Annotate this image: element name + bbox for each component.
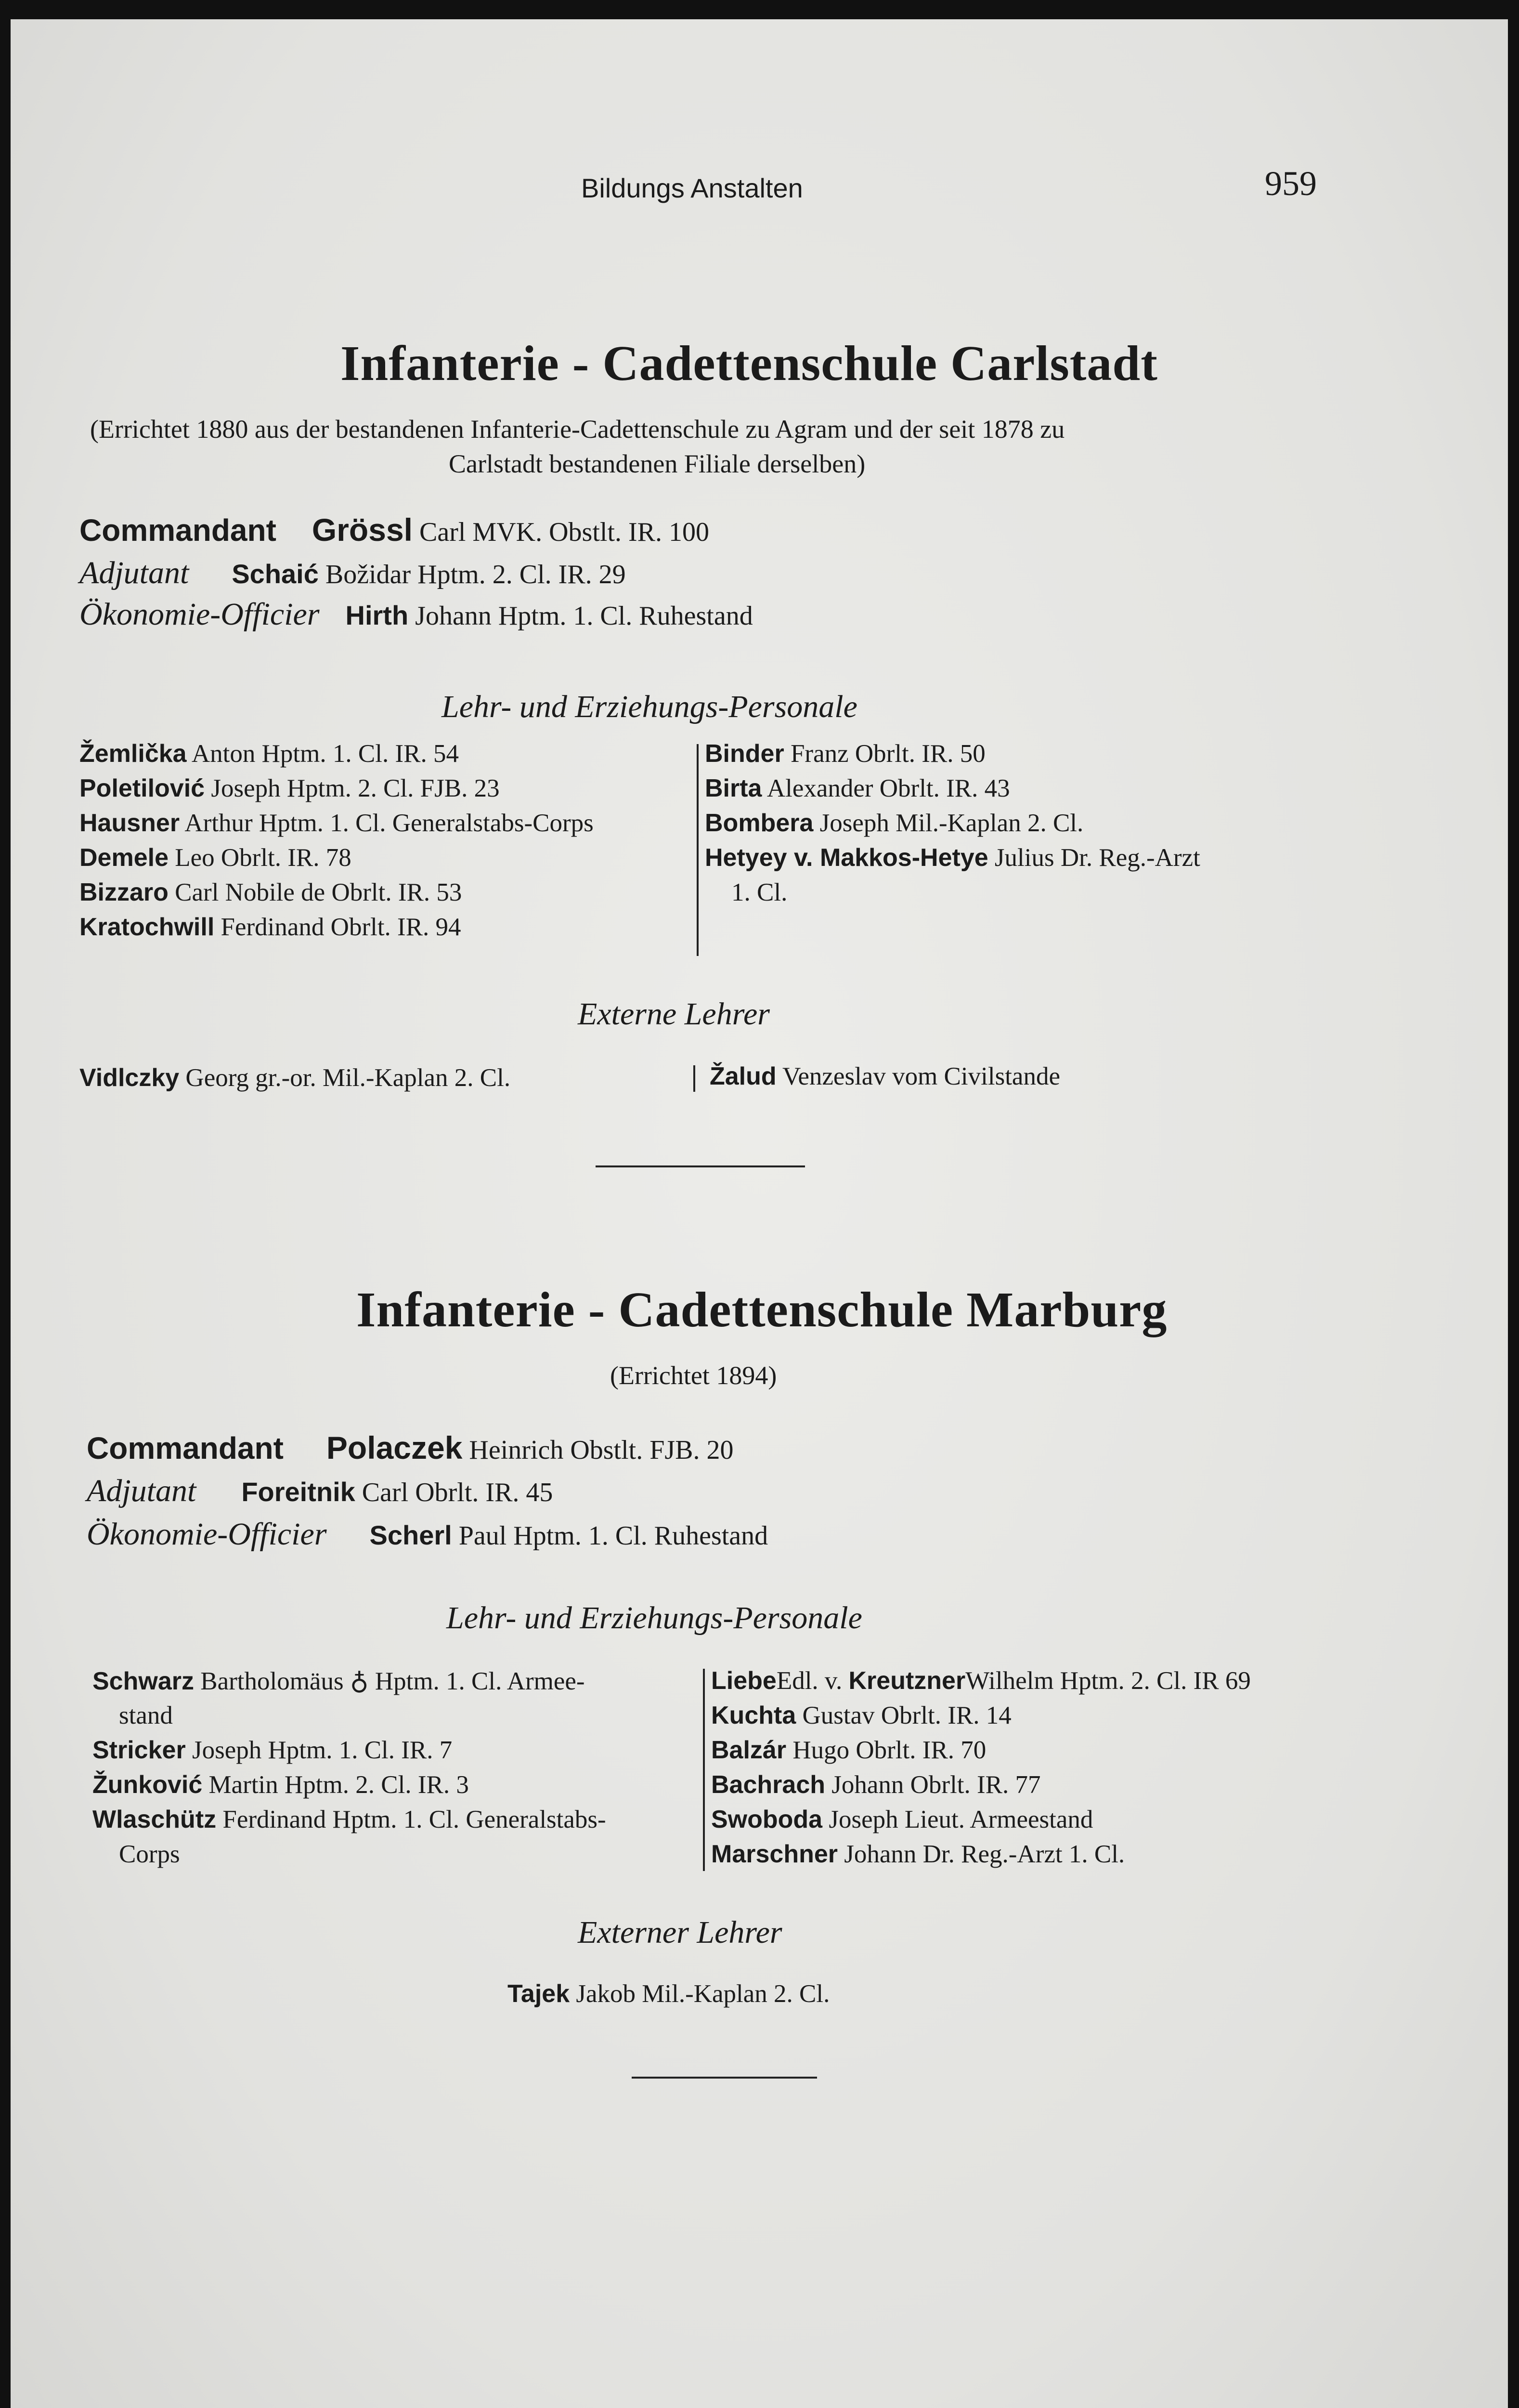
list-item: LiebeEdl. v. KreutznerWilhelm Hptm. 2. Cl. IR 69 (711, 1667, 1251, 1695)
role-label: Ökonomie-Officier (87, 1517, 327, 1552)
person-detail: Carl Obrlt. IR. 45 (362, 1478, 553, 1507)
list-item: Stricker Joseph Hptm. 1. Cl. IR. 7 (92, 1736, 453, 1764)
list-item: Žemlička Anton Hptm. 1. Cl. IR. 54 (79, 740, 459, 768)
list-item: Balzár Hugo Obrlt. IR. 70 (711, 1736, 987, 1764)
commandant-row (79, 511, 709, 548)
list-item: Poletilović Joseph Hptm. 2. Cl. FJB. 23 (79, 774, 500, 802)
person-name: Scherl (369, 1520, 452, 1550)
person-detail: Božidar Hptm. 2. Cl. IR. 29 (325, 560, 626, 589)
founding-note-line2: Carlstadt bestandenen Filiale derselben) (449, 449, 866, 478)
list-item: Birta Alexander Obrlt. IR. 43 (705, 774, 1010, 802)
list-item: Žunković Martin Hptm. 2. Cl. IR. 3 (92, 1771, 469, 1799)
list-item: Swoboda Joseph Lieut. Armeestand (711, 1806, 1093, 1833)
list-item: Corps (119, 1840, 180, 1868)
staff-list-right (711, 1666, 1251, 1874)
role-label: Ökonomie-Officier (79, 597, 320, 632)
role-label: Commandant (79, 513, 276, 548)
officer-row (87, 1516, 768, 1553)
list-item: Marschner Johann Dr. Reg.-Arzt 1. Cl. (711, 1840, 1125, 1868)
section-divider (632, 2077, 817, 2079)
external-heading: Externer Lehrer (578, 1915, 782, 1950)
staff-list-left (79, 739, 594, 947)
staff-list-left (92, 1666, 606, 1874)
list-item: stand (119, 1701, 173, 1729)
external-teacher-left: Vidlczky Georg gr.-or. Mil.-Kaplan 2. Cl. (79, 1064, 511, 1092)
list-item: Bizzaro Carl Nobile de Obrlt. IR. 53 (79, 878, 462, 906)
person-detail: Heinrich Obstlt. FJB. 20 (469, 1435, 734, 1465)
staff-heading: Lehr- und Erziehungs-Personale (441, 689, 857, 724)
external-teacher: Tajek Jakob Mil.-Kaplan 2. Cl. (507, 1980, 830, 2008)
section-divider (596, 1165, 805, 1167)
list-item: 1. Cl. (731, 878, 788, 906)
book-page (11, 19, 1508, 2408)
person-name: Polaczek (326, 1430, 463, 1466)
person-detail: Johann Hptm. 1. Cl. Ruhestand (415, 601, 753, 631)
external-teacher-right: Žalud Venzeslav vom Civilstande (710, 1062, 1060, 1090)
external-heading: Externe Lehrer (578, 996, 770, 1032)
staff-list-right (705, 739, 1200, 913)
list-item: Hausner Arthur Hptm. 1. Cl. Generalstabs-Corps (79, 809, 594, 837)
adjutant-row (87, 1473, 553, 1509)
role-label: Adjutant (87, 1473, 196, 1508)
list-item: Bachrach Johann Obrlt. IR. 77 (711, 1771, 1041, 1799)
officer-row (79, 596, 753, 633)
founding-note: (Errichtet 1894) (610, 1361, 777, 1390)
list-item: Bombera Joseph Mil.-Kaplan 2. Cl. (705, 809, 1084, 837)
section-title-carlstadt: Infanterie - Cadettenschule Carlstadt (340, 336, 1158, 391)
section-title-marburg: Infanterie - Cadettenschule Marburg (356, 1282, 1168, 1337)
person-detail: Carl MVK. Obstlt. IR. 100 (419, 517, 709, 547)
commandant-row (87, 1429, 734, 1466)
column-divider (693, 1065, 695, 1092)
list-item: Kratochwill Ferdinand Obrlt. IR. 94 (79, 913, 461, 941)
person-name: Schaić (232, 559, 319, 589)
person-name: Grössl (312, 512, 413, 548)
running-header: Bildungs Anstalten (581, 173, 803, 203)
person-name: Hirth (345, 600, 409, 630)
role-label: Commandant (87, 1431, 284, 1466)
list-item: Binder Franz Obrlt. IR. 50 (705, 740, 986, 768)
list-item: Schwarz Bartholomäus ♁ Hptm. 1. Cl. Armee- (92, 1667, 585, 1695)
list-item: Wlaschütz Ferdinand Hptm. 1. Cl. Generalstabs- (92, 1806, 606, 1833)
column-divider (703, 1669, 705, 1871)
person-name: Foreitnik (241, 1477, 355, 1507)
list-item: Kuchta Gustav Obrlt. IR. 14 (711, 1701, 1012, 1729)
adjutant-row (79, 555, 626, 591)
founding-note-line1: (Errichtet 1880 aus der bestandenen Infanterie-Cadettenschule zu Agram und der seit 1878 zu (90, 415, 1065, 444)
staff-heading: Lehr- und Erziehungs-Personale (446, 1600, 862, 1636)
page-number: 959 (1265, 164, 1317, 203)
person-detail: Paul Hptm. 1. Cl. Ruhestand (458, 1521, 768, 1551)
list-item: Hetyey v. Makkos-Hetye Julius Dr. Reg.-Arzt (705, 844, 1200, 872)
list-item: Demele Leo Obrlt. IR. 78 (79, 844, 351, 872)
column-divider (697, 744, 699, 956)
role-label: Adjutant (79, 555, 189, 590)
